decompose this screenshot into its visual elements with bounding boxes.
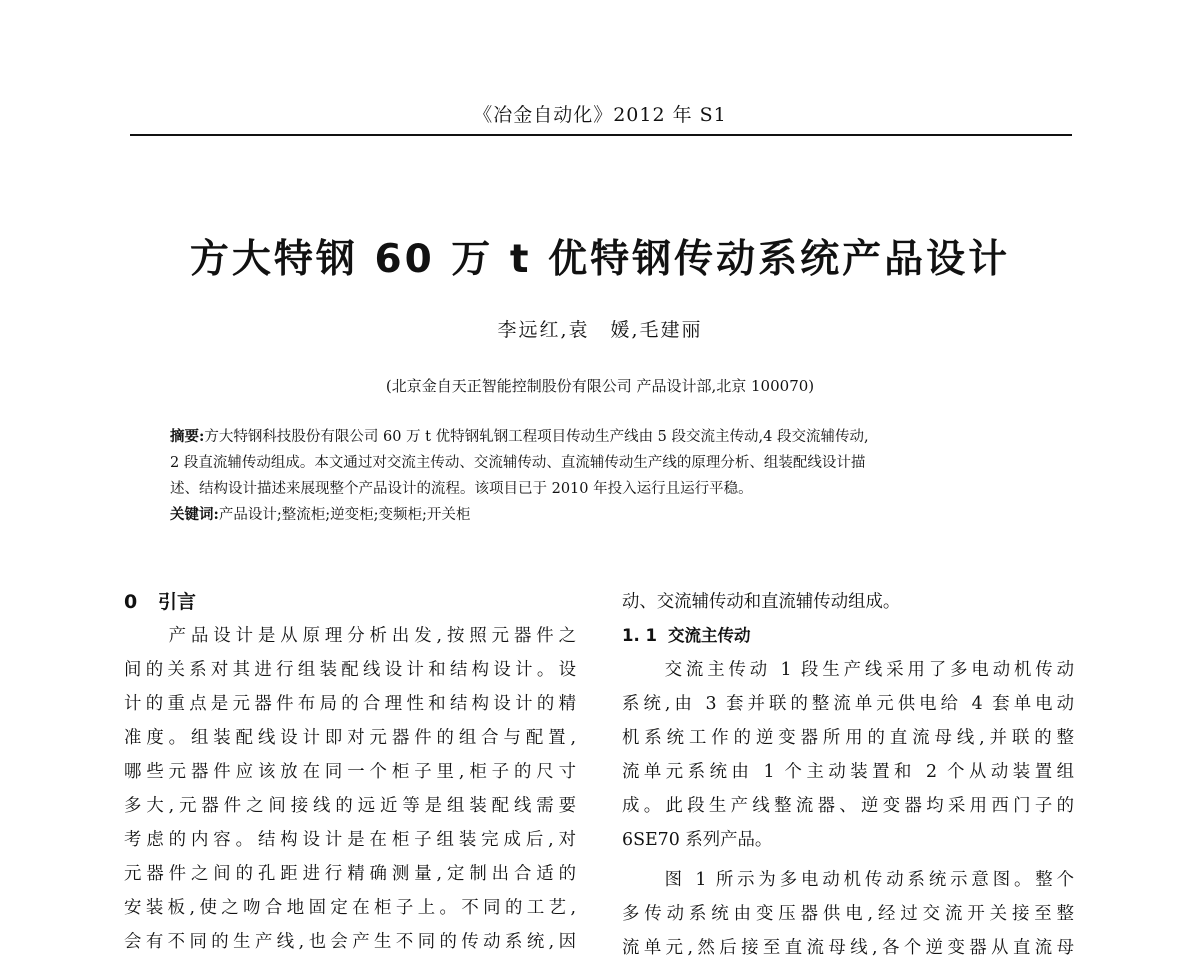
- body-line: 安装板,使之吻合地固定在柜子上。不同的工艺,: [124, 898, 576, 918]
- body-line: 机系统工作的逆变器所用的直流母线,并联的整: [622, 728, 1074, 748]
- body-line: 哪些元器件应该放在同一个柜子里,柜子的尺寸: [124, 762, 576, 782]
- keywords-line: [170, 502, 1050, 528]
- journal-header: 《冶金自动化》2012 年 S1: [473, 104, 727, 126]
- keywords: 产品设计;整流柜;逆变柜;变频柜;开关柜: [218, 507, 471, 523]
- body-line: 流单元,然后接至直流母线,各个逆变器从直流母: [622, 938, 1074, 958]
- body-line: 产品设计是从原理分析出发,按照元器件之: [124, 626, 576, 646]
- abstract-label: 摘要:: [170, 428, 205, 445]
- body-line: 多大,元器件之间接线的远近等是组装配线需要: [124, 796, 576, 816]
- subsection-title: 交流主传动: [668, 626, 751, 645]
- header-rule: [130, 134, 1072, 136]
- body-line: 6SE70 系列产品。: [622, 830, 773, 850]
- body-line: 准度。组装配线设计即对元器件的组合与配置,: [124, 728, 576, 748]
- subsection-heading: [622, 619, 1074, 653]
- authors: 李远红,袁 媛,毛建丽: [497, 319, 703, 341]
- body-line: 动、交流辅传动和直流辅传动组成。: [622, 592, 901, 612]
- body-line: 会有不同的生产线,也会产生不同的传动系统,因: [124, 932, 576, 952]
- abstract-line: 2 段直流辅传动组成。本文通过对交流主传动、交流辅传动、直流辅传动生产线的原理分析、组装配线设计描: [170, 455, 866, 471]
- affiliation: (北京金自天正智能控制股份有限公司 产品设计部,北京 100070): [385, 377, 815, 395]
- left-column: [124, 585, 576, 959]
- abstract: [170, 424, 1050, 528]
- paper-title: 方大特钢 60 万 t 优特钢传动系统产品设计: [189, 237, 1011, 282]
- abstract-text: 方大特钢科技股份有限公司 60 万 t 优特钢轧钢工程项目传动生产线由 5 段交流主传动,4 段交流辅传动,: [204, 429, 869, 445]
- body-line: 考虑的内容。结构设计是在柜子组装完成后,对: [124, 830, 576, 850]
- body-line: 系统,由 3 套并联的整流单元供电给 4 套单电动: [622, 694, 1074, 714]
- subsection-number: 1. 1: [622, 626, 657, 645]
- abstract-line: [170, 424, 1050, 450]
- body-line: 交流主传动 1 段生产线采用了多电动机传动: [622, 660, 1074, 680]
- section-title: 引言: [158, 591, 197, 613]
- section-number: 0: [124, 591, 138, 613]
- body-line: 元器件之间的孔距进行精确测量,定制出合适的: [124, 864, 576, 884]
- right-column: [622, 585, 1074, 965]
- body-line: 多传动系统由变压器供电,经过交流开关接至整: [622, 904, 1074, 924]
- section-heading: [124, 585, 576, 619]
- abstract-line: 述、结构设计描述来展现整个产品设计的流程。该项目已于 2010 年投入运行且运行平稳。: [170, 481, 753, 497]
- body-line: 计的重点是元器件布局的合理性和结构设计的精: [124, 694, 576, 714]
- body-line: 间的关系对其进行组装配线设计和结构设计。设: [124, 660, 576, 680]
- keywords-label: 关键词:: [170, 506, 219, 523]
- body-line: 流单元系统由 1 个主动装置和 2 个从动装置组: [622, 762, 1074, 782]
- body-line: 图 1 所示为多电动机传动系统示意图。整个: [622, 870, 1074, 890]
- body-line: 成。此段生产线整流器、逆变器均采用西门子的: [622, 796, 1074, 816]
